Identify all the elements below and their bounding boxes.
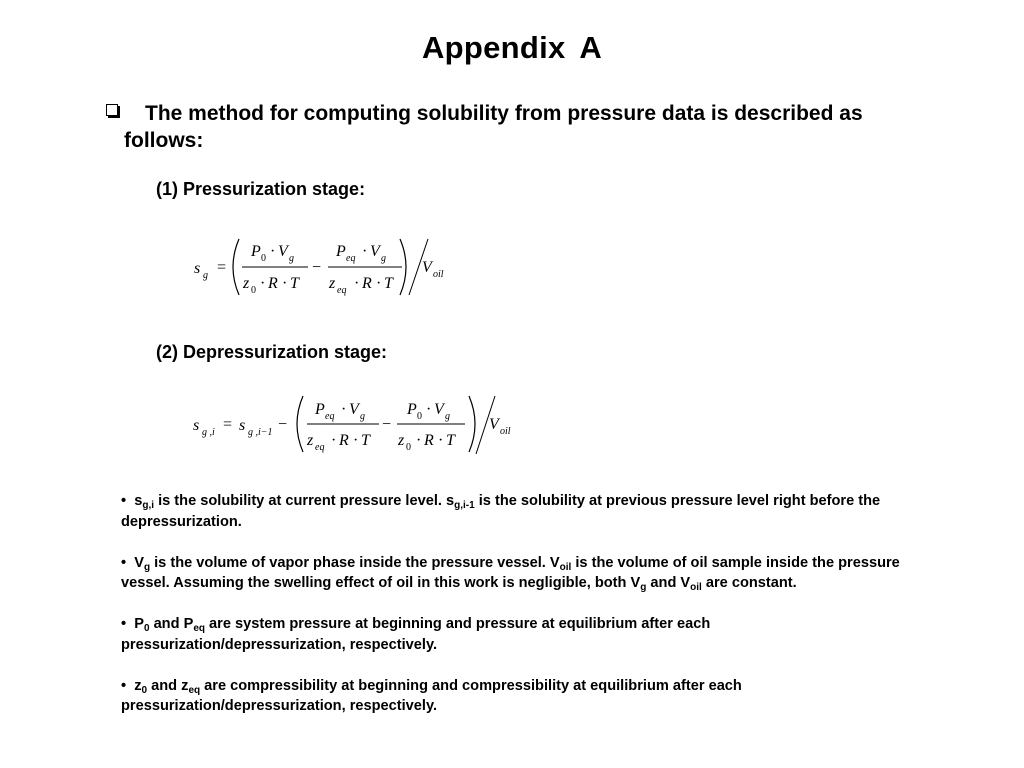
page-title: Appendix A	[421, 30, 603, 65]
note2-text2: is the volume of oil sample inside the pressure vessel. Assuming the swelling effect of oil in this work is negligible, both	[121, 554, 900, 591]
note-pressure	[121, 614, 936, 655]
eq1-n1-V: V	[278, 243, 288, 260]
bullet-icon: •	[121, 554, 127, 571]
eq2-n2-P-sub: 0	[417, 411, 422, 422]
notes-list	[121, 491, 936, 737]
eq1-d2-T: T	[384, 275, 393, 292]
note1-text1: is the solubility at current pressure level.	[154, 493, 446, 509]
eq2-s2: s	[239, 417, 246, 434]
eq2-n2-dot: ·	[426, 401, 432, 418]
eq2-n2-V: V	[434, 401, 444, 418]
eq2-d1-dot1: ·	[331, 432, 337, 449]
eq2-d2-R: R	[424, 432, 434, 449]
depressurization-equation	[190, 392, 520, 464]
note1-s-sub: g,i	[142, 500, 155, 511]
eq1-n1-P-sub: 0	[261, 253, 266, 264]
note3-p2: P	[183, 616, 194, 632]
eq1-n1-V-sub: g	[289, 253, 294, 264]
eq1-equals: =	[217, 259, 227, 276]
note4-text2: are compressibility at beginning and compressibility at equilibrium after each pressurization/depressurization, respectively.	[121, 677, 742, 714]
eq2-d2-z: z	[398, 432, 405, 449]
pressurization-equation	[190, 232, 460, 304]
bullet-icon: •	[121, 616, 127, 632]
eq2-right-paren	[469, 396, 475, 452]
note-solubility	[121, 491, 936, 532]
eq1-left-paren	[233, 239, 239, 295]
eq2-V-sub: oil	[500, 426, 511, 437]
eq1-s-sub: g	[203, 270, 208, 281]
note4-z: z	[134, 677, 142, 694]
eq2-minus-1: −	[278, 416, 288, 433]
eq1-d1-z: z	[243, 275, 250, 292]
eq2-s1-sub: g ,i	[202, 427, 215, 438]
note3-p: P	[134, 616, 144, 632]
eq2-d1-z-sub: eq	[315, 442, 325, 453]
note-compressibility	[121, 676, 936, 717]
note3-text1: and	[149, 616, 184, 632]
note3-text2: are system pressure at beginning and pressure at equilibrium after each pressurization/depressurization, respectively.	[121, 616, 711, 653]
stage-1-label: (1) Pressurization stage:	[156, 179, 366, 199]
note4-z2-sub: eq	[188, 684, 201, 696]
note2-v3: V	[630, 575, 641, 591]
note4-text1: and	[147, 677, 182, 694]
eq1-V-sub: oil	[433, 269, 444, 280]
note1-text2: is the solubility at previous pressure level right before the depressurization.	[121, 493, 881, 530]
eq1-d2-dot2: ·	[376, 275, 382, 292]
bullet-icon: •	[121, 677, 127, 694]
note3-p-sub: 0	[143, 623, 150, 634]
note2-text3: and	[646, 575, 681, 591]
eq2-s1: s	[193, 417, 200, 434]
eq1-V: V	[422, 259, 432, 276]
eq1-d1-T: T	[290, 275, 299, 292]
note2-v: V	[134, 554, 144, 571]
eq1-s: s	[194, 260, 201, 277]
eq2-d1-T: T	[361, 432, 370, 449]
note2-v4-sub: oil	[690, 582, 702, 593]
eq1-minus: −	[312, 259, 322, 276]
eq2-d1-R: R	[339, 432, 349, 449]
stage-2-label: (2) Depressurization stage:	[156, 342, 388, 362]
note2-text4: are constant.	[701, 575, 797, 591]
eq1-d1-R: R	[268, 275, 278, 292]
eq1-d2-R: R	[362, 275, 372, 292]
eq2-d1-dot2: ·	[353, 432, 359, 449]
eq2-n2-V-sub: g	[445, 411, 450, 422]
eq2-equals: =	[223, 416, 233, 433]
eq1-d1-z-sub: 0	[251, 285, 256, 296]
note2-v-sub: g	[143, 561, 151, 573]
eq1-n2-P: P	[336, 243, 346, 260]
eq1-n1-dot: ·	[270, 243, 276, 260]
note2-v4: V	[680, 575, 691, 591]
eq2-s2-sub: g ,i−1	[248, 427, 273, 438]
eq2-n1-V-sub: g	[360, 411, 365, 422]
eq1-d1-dot2: ·	[282, 275, 288, 292]
intro-text: The method for computing solubility from pressure data is described as follows:	[124, 102, 863, 152]
eq2-n2-P: P	[407, 401, 417, 418]
note-volume	[121, 553, 936, 594]
eq2-d2-dot2: ·	[438, 432, 444, 449]
eq2-minus-2: −	[382, 416, 392, 433]
eq1-n2-V-sub: g	[381, 253, 386, 264]
eq1-n1-P: P	[251, 243, 261, 260]
note2-v2: V	[549, 554, 560, 571]
note3-p2-sub: eq	[193, 623, 205, 634]
eq1-d2-dot1: ·	[354, 275, 360, 292]
eq2-n1-P-sub: eq	[325, 411, 335, 422]
eq2-d2-z-sub: 0	[406, 442, 411, 453]
note1-s2: s	[446, 493, 455, 509]
eq2-left-paren	[297, 396, 303, 452]
eq1-d2-z-sub: eq	[337, 285, 347, 296]
note1-s: s	[134, 493, 143, 509]
note2-v2-sub: oil	[559, 561, 572, 573]
eq2-d2-dot1: ·	[416, 432, 422, 449]
eq2-n1-P: P	[315, 401, 325, 418]
eq2-V: V	[489, 416, 499, 433]
bullet-icon: •	[121, 493, 127, 509]
note4-z-sub: 0	[141, 684, 148, 696]
eq1-d1-dot1: ·	[260, 275, 266, 292]
eq2-n1-dot: ·	[341, 401, 347, 418]
checkbox-bullet-icon	[106, 104, 118, 116]
eq1-n2-P-sub: eq	[346, 253, 356, 264]
eq1-n2-dot: ·	[362, 243, 368, 260]
note4-z2: z	[181, 677, 189, 694]
note2-v3-sub: g	[640, 582, 647, 593]
eq2-n1-V: V	[349, 401, 359, 418]
eq1-n2-V: V	[370, 243, 380, 260]
eq2-d2-T: T	[446, 432, 455, 449]
note2-text1: is the volume of vapor phase inside the pressure vessel.	[150, 554, 550, 571]
eq1-d2-z: z	[329, 275, 336, 292]
eq2-d1-z: z	[307, 432, 314, 449]
note1-s2-sub: g,i-1	[454, 500, 475, 511]
